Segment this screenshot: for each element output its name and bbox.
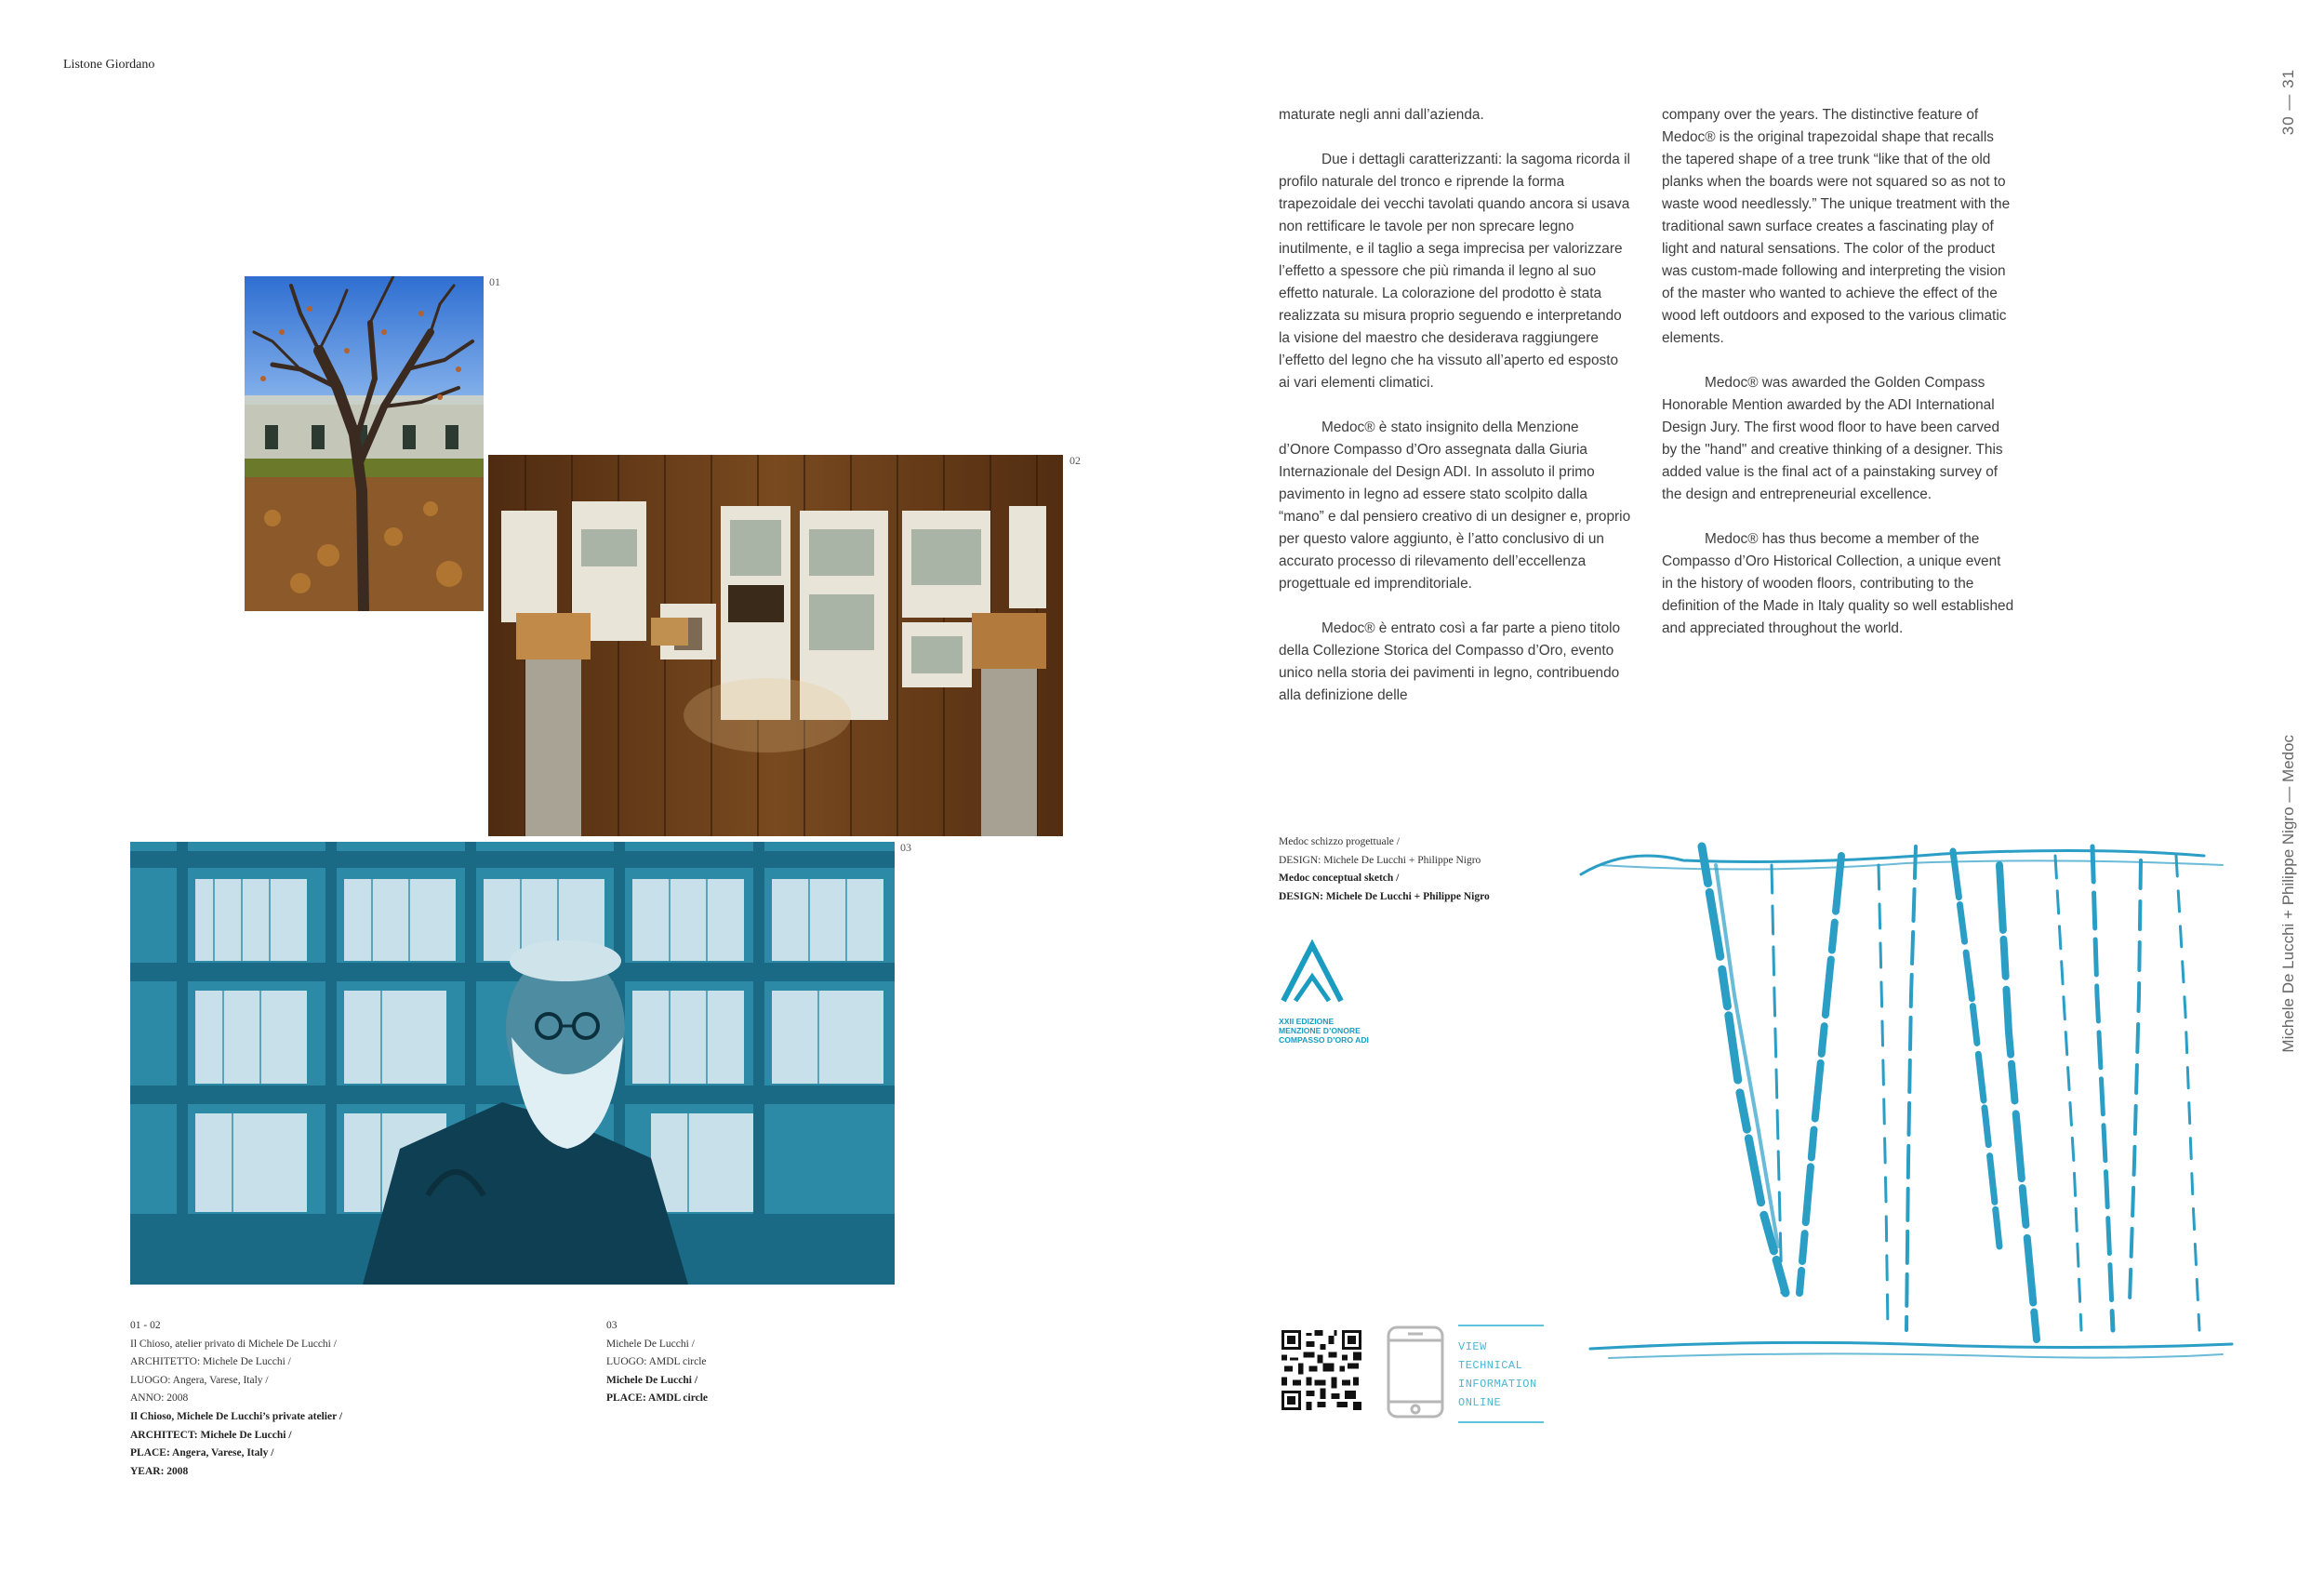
caption-photos-01-02 <box>130 1317 521 1481</box>
adi-edition: XXII EDIZIONE <box>1279 1017 1335 1026</box>
english-paragraph-1: company over the years. The distinctive feature of Medoc® is the original trapezoidal shape that recalls the tapered shape of a tree trunk “like that of the old planks when the boards were not squared so as not to waste wood needlessly.” The unique treatment with the traditional sawn surface creates a fascinating play of light and natural sensations. The color of the product was custom-made following and interpreting the vision of the master who wanted to achieve the effect of the wood left outdoors and exposed to the various climatic elements. <box>1662 107 2011 346</box>
sketch-caption <box>1279 833 1614 906</box>
medoc-conceptual-sketch <box>1572 809 2241 1414</box>
italian-text-column <box>1279 104 1632 729</box>
smartphone-icon <box>1386 1325 1445 1424</box>
compasso-doro-icon <box>1279 939 1346 1005</box>
english-paragraph-2: Medoc® was awarded the Golden Compass Honorable Mention awarded by the ADI International Design Jury. The first wood floor to have been carved by the "hand" and creative thinking of a designer. This added value is the final act of a painstaking survey of the design and entrepreneurial excellence. <box>1662 375 2003 502</box>
english-text-column <box>1662 104 2015 662</box>
caption-line: Michele De Lucchi / <box>606 1338 695 1350</box>
side-title: Michele De Lucchi + Philippe Nigro — Medoc <box>2279 735 2297 1053</box>
caption-line: LUOGO: Angera, Varese, Italy / <box>130 1374 269 1386</box>
italian-paragraph-1: maturate negli anni dall’azienda. <box>1279 107 1484 123</box>
caption-line: LUOGO: AMDL circle <box>606 1356 707 1368</box>
sketch-caption-line: DESIGN: Michele De Lucchi + Philippe Nigro <box>1279 854 1481 866</box>
view-technical-info-link[interactable] <box>1458 1325 1544 1423</box>
caption-line: Il Chioso, Michele De Lucchi’s private atelier / <box>130 1410 343 1422</box>
photo-tree <box>245 276 484 611</box>
caption-line: ARCHITETTO: Michele De Lucchi / <box>130 1356 291 1368</box>
adi-compasso: COMPASSO D’ORO ADI <box>1279 1035 1369 1045</box>
brand-name: Listone Giordano <box>63 58 155 72</box>
italian-paragraph-4: Medoc® è entrato così a far parte a pieno titolo della Collezione Storica del Compasso d’Oro, evento unico nella storia dei pavimenti in legno, contribuendo alla definizione delle <box>1279 620 1621 703</box>
caption-line: Michele De Lucchi / <box>606 1374 698 1386</box>
caption-line: YEAR: 2008 <box>130 1465 189 1477</box>
view-line: VIEW <box>1458 1340 1487 1353</box>
caption-photo-03 <box>606 1317 885 1408</box>
figure-number-02: 02 <box>1069 454 1081 467</box>
adi-award-logo <box>1279 939 1409 1045</box>
view-line: TECHNICAL <box>1458 1359 1523 1372</box>
italian-paragraph-3: Medoc® è stato insignito della Menzione d’Onore Compasso d’Oro assegnata dalla Giuria Internazionale del Design ADI. In assoluto il primo pavimento in legno ad essere stato scolpito dalla “mano” e dal pensiero creativo di un designer e, proprio per questo valore aggiunto, è l’atto conclusivo di un accurato processo di rilevamento dell’eccellenza progettuale ed imprenditoriale. <box>1279 420 1631 592</box>
view-line: ONLINE <box>1458 1396 1502 1409</box>
adi-mention: MENZIONE D’ONORE <box>1279 1026 1361 1035</box>
caption-line: ANNO: 2008 <box>130 1392 189 1405</box>
caption-line: Il Chioso, atelier privato di Michele De Lucchi / <box>130 1338 337 1350</box>
figure-number-01: 01 <box>489 275 500 288</box>
figure-number-03: 03 <box>900 841 911 854</box>
page-numbers: 30 — 31 <box>2279 69 2297 136</box>
caption-line: PLACE: Angera, Varese, Italy / <box>130 1447 274 1459</box>
view-line: INFORMATION <box>1458 1378 1537 1391</box>
caption-line: 03 <box>606 1320 618 1331</box>
sketch-caption-line: Medoc conceptual sketch / <box>1279 872 1400 885</box>
sketch-caption-line: Medoc schizzo progettuale / <box>1279 836 1400 847</box>
qr-code[interactable] <box>1282 1330 1361 1410</box>
caption-line: PLACE: AMDL circle <box>606 1392 709 1405</box>
photo-atelier <box>488 455 1063 836</box>
caption-line: 01 - 02 <box>130 1320 161 1331</box>
photo-portrait <box>130 842 895 1285</box>
caption-line: ARCHITECT: Michele De Lucchi / <box>130 1429 292 1441</box>
sketch-caption-line: DESIGN: Michele De Lucchi + Philippe Nigro <box>1279 890 1490 902</box>
italian-paragraph-2: Due i dettagli caratterizzanti: la sagoma ricorda il profilo naturale del tronco e riprende la forma trapezoidale dei vecchi tavolati quando ancora si usava non rettificare le tavole per non sprecare legno inutilmente, e il taglio a sega imprecisa per valorizzare l’effetto a spessore che più rimanda il legno al suo effetto naturale. La colorazione del prodotto è stata realizzata su misura proprio seguendo e interpretando la visione del maestro che desiderava raggiungere l’effetto del legno che ha vissuto all’aperto ed esposto ai vari elementi climatici. <box>1279 152 1630 391</box>
english-paragraph-3: Medoc® has thus become a member of the Compasso d’Oro Historical Collection, a unique event in the history of wooden floors, contributing to the definition of the Made in Italy quality so well established and appreciated throughout the world. <box>1662 531 2014 636</box>
